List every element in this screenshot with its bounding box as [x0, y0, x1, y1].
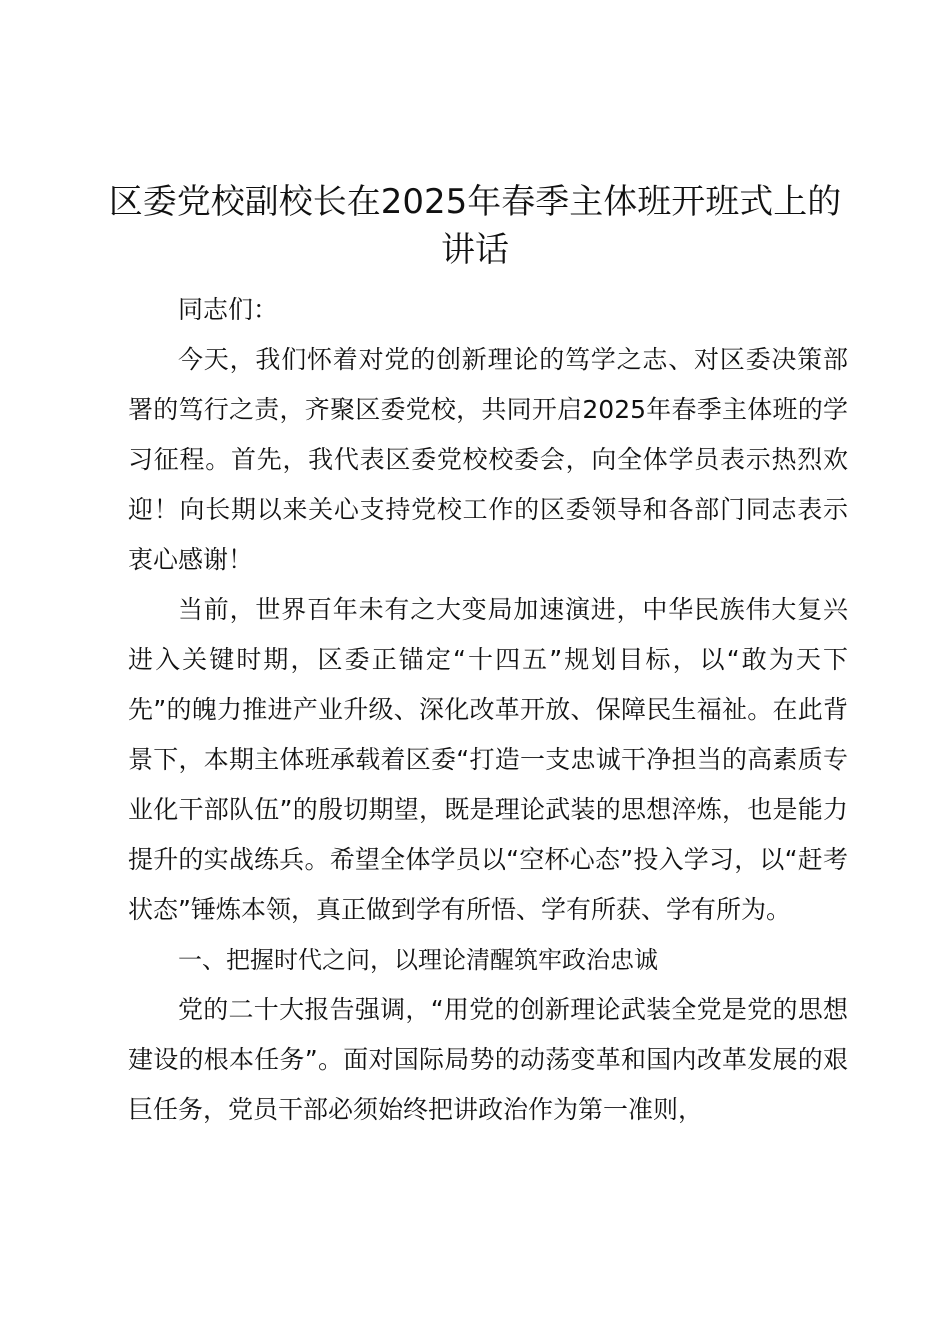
document-title: 区委党校副校长在2025年春季主体班开班式上的讲话: [108, 182, 842, 270]
paragraph-section-1: 党的二十大报告强调，“用党的创新理论武装全党是党的思想建设的根本任务”。面对国际局势的动荡变革和国内改革发展的艰巨任务，党员干部必须始终把讲政治作为第一准则，: [128, 995, 848, 1124]
salutation: 同志们：: [178, 295, 279, 324]
section-heading-1: 一、把握时代之问，以理论清醒筑牢政治忠诚: [178, 946, 658, 974]
document-body: [128, 285, 848, 1135]
paragraph-background: 当前，世界百年未有之大变局加速演进，中华民族伟大复兴进入关键时期，区委正锚定“十四五”规划目标，以“敢为天下先”的魄力推进产业升级、深化改革开放、保障民生福祉。在此背景下，本期主体班承载着区委“打造一支忠诚干净担当的高素质专业化干部队伍”的殷切期望，既是理论武装的思想淬炼，也是能力提升的实战练兵。希望全体学员以“空杯心态”投入学习，以“赶考状态”锤炼本领，真正做到学有所悟、学有所获、学有所为。: [128, 595, 848, 924]
paragraph-opening: 今天，我们怀着对党的创新理论的笃学之志、对区委决策部署的笃行之责，齐聚区委党校，共同开启2025年春季主体班的学习征程。首先，我代表区委党校校委会，向全体学员表示热烈欢迎！向长期以来关心支持党校工作的区委领导和各部门同志表示衷心感谢！: [128, 345, 848, 574]
